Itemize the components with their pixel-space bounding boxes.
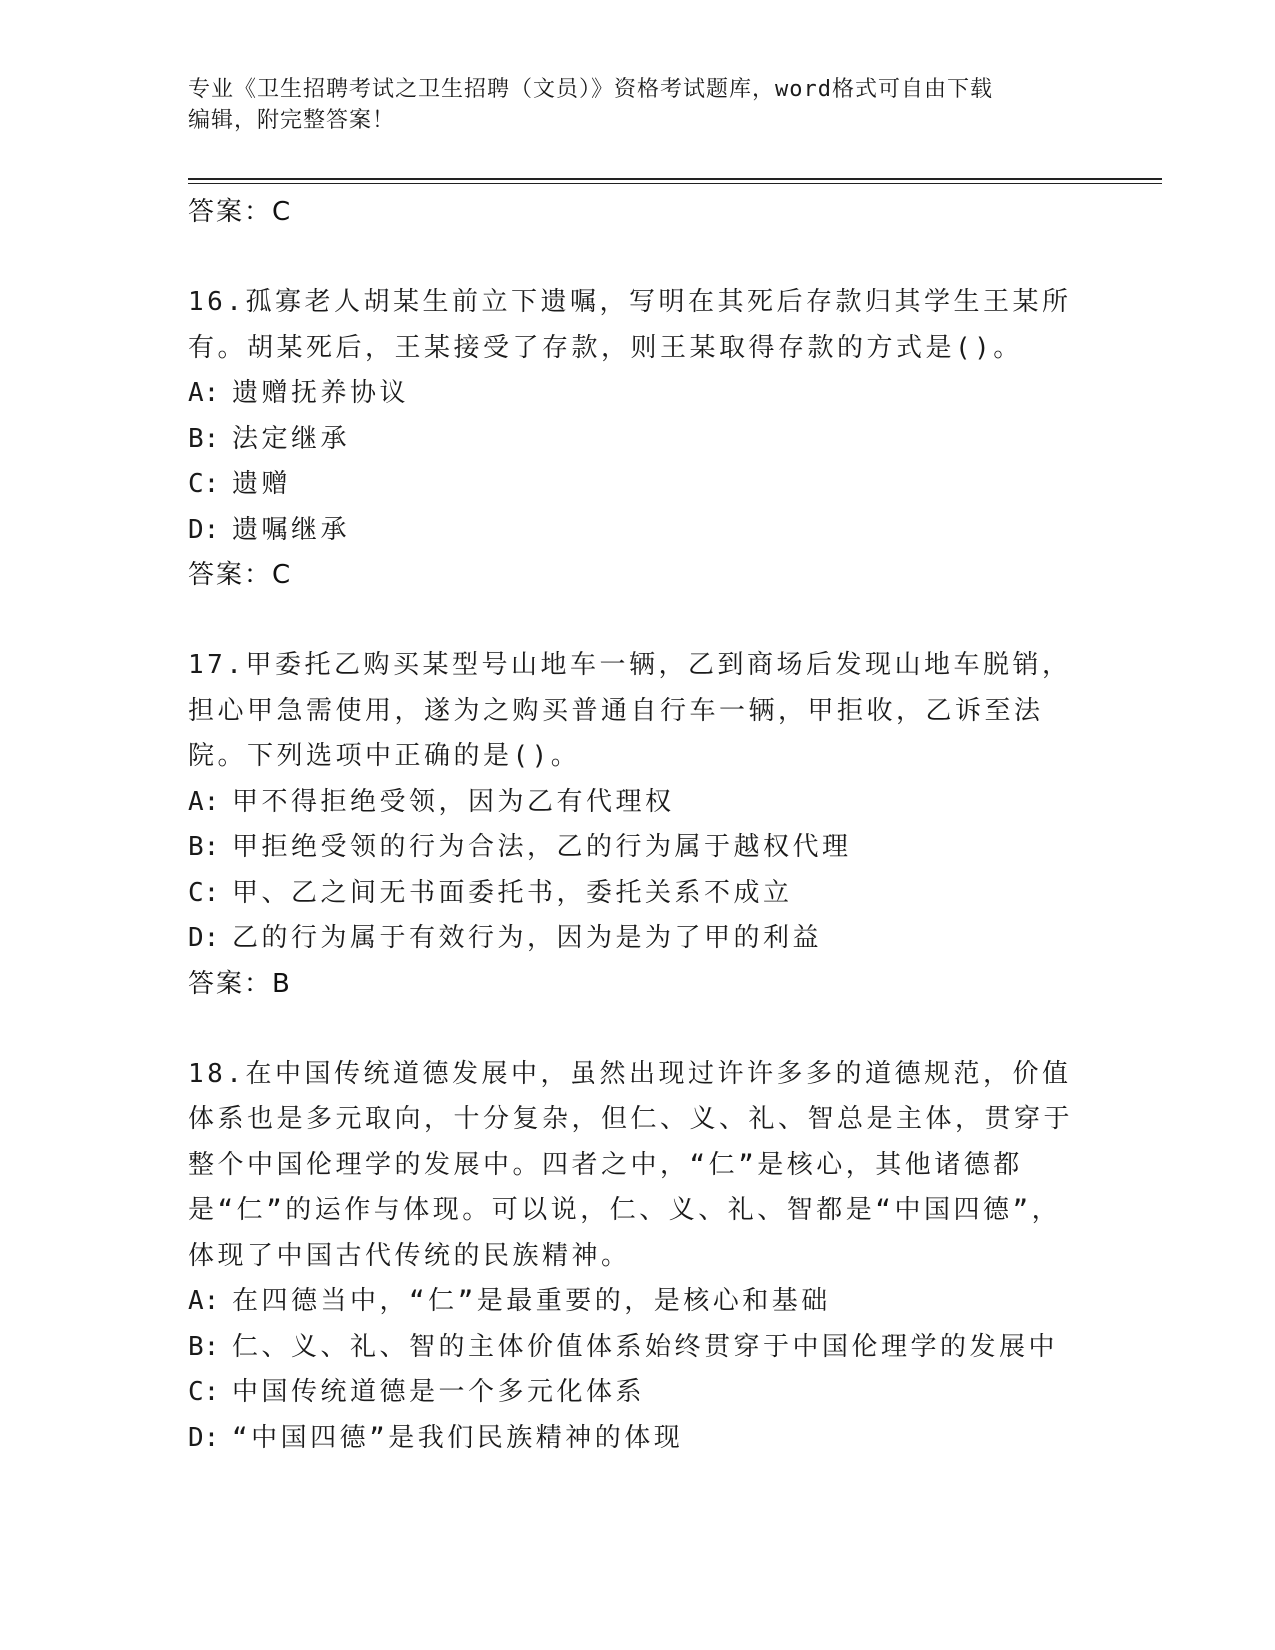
option-d [188, 508, 1088, 554]
option-key: C: [188, 1377, 220, 1407]
option-b [188, 1325, 1088, 1371]
option-b [188, 825, 1088, 871]
option-key: D: [188, 514, 220, 545]
question-18 [188, 1052, 1088, 1462]
answer: 答案：B [188, 968, 292, 999]
option-text: 在四德当中，“仁”是最重要的，是核心和基础 [232, 1286, 831, 1316]
option-key: D: [188, 923, 220, 953]
option-key: B: [188, 832, 220, 862]
option-text: 遗赠 [232, 469, 292, 499]
document-header [188, 74, 1088, 136]
answer: 答案：C [188, 560, 293, 590]
question-16 [188, 280, 1088, 597]
option-text: 乙的行为属于有效行为，因为是为了甲的利益 [232, 923, 823, 953]
option-text: 遗赠抚养协议 [232, 378, 410, 408]
document-body [188, 190, 1088, 1461]
header-rule-thick [188, 178, 1162, 180]
question-stem: 17.甲委托乙购买某型号山地车一辆，乙到商场后发现山地车脱销，担心甲急需使用，遂为之购买普通自行车一辆，甲拒收，乙诉至法院。下列选项中正确的是()。 [188, 650, 1072, 771]
option-text: “中国四德”是我们民族精神的体现 [232, 1422, 684, 1453]
option-key: C: [188, 877, 220, 908]
option-a [188, 1279, 1088, 1325]
option-a [188, 371, 1088, 417]
option-key: C: [188, 469, 220, 499]
option-text: 中国传统道德是一个多元化体系 [232, 1377, 646, 1407]
option-key: A: [188, 1286, 220, 1316]
option-text: 遗嘱继承 [232, 514, 351, 545]
option-c [188, 1370, 1088, 1416]
question-stem: 16.孤寡老人胡某生前立下遗嘱，写明在其死后存款归其学生王某所有。胡某死后，王某接受了存款，则王某取得存款的方式是()。 [188, 287, 1072, 363]
option-a [188, 780, 1088, 826]
question-17 [188, 643, 1088, 1006]
question-stem: 18.在中国传统道德发展中，虽然出现过许许多多的道德规范，价值体系也是多元取向，十分复杂，但仁、义、礼、智总是主体，贯穿于整个中国伦理学的发展中。四者之中，“仁”是核心，其他诸德都是“仁”的运作与体现。可以说，仁、义、礼、智都是“中国四德”，体现了中国古代传统的民族精神。 [188, 1058, 1074, 1271]
header-rule-thin [188, 183, 1162, 184]
option-key: B: [188, 423, 220, 454]
option-text: 甲拒绝受领的行为合法，乙的行为属于越权代理 [232, 832, 852, 862]
header-line-2: 编辑，附完整答案！ [188, 108, 396, 133]
option-text: 法定继承 [232, 423, 351, 454]
option-key: A: [188, 786, 220, 817]
option-d [188, 1416, 1088, 1462]
option-key: A: [188, 378, 220, 408]
option-c [188, 462, 1088, 508]
option-d [188, 916, 1088, 962]
option-text: 甲、乙之间无书面委托书，委托关系不成立 [232, 877, 793, 908]
option-text: 仁、义、礼、智的主体价值体系始终贯穿于中国伦理学的发展中 [232, 1331, 1059, 1362]
answer-previous: 答案：C [188, 197, 293, 227]
option-b [188, 417, 1088, 463]
option-c [188, 871, 1088, 917]
option-key: D: [188, 1422, 220, 1453]
header-line-1: 专业《卫生招聘考试之卫生招聘（文员）》资格考试题库，word格式可自由下载 [188, 77, 993, 102]
option-text: 甲不得拒绝受领，因为乙有代理权 [232, 786, 675, 817]
option-key: B: [188, 1331, 220, 1362]
